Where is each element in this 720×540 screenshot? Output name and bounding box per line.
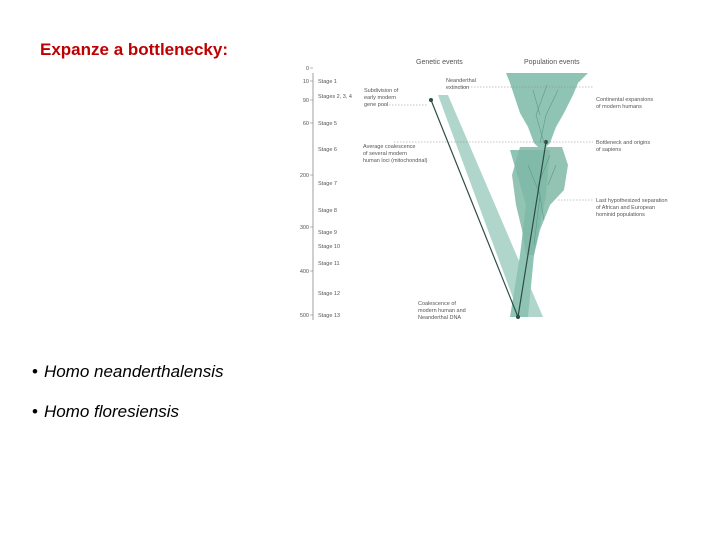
- genetic-event-label: Subdivision of: [364, 88, 399, 94]
- stage-label: Stage 6: [318, 147, 337, 153]
- stage-label: Stages 2, 3, 4: [318, 94, 352, 100]
- scale-value: 60: [302, 121, 309, 127]
- scale-value: 10: [302, 79, 309, 85]
- scale-value: 90: [302, 98, 309, 104]
- bullet-item: [32, 400, 224, 424]
- stage-label: Stage 12: [318, 291, 341, 297]
- scale-value: 300: [299, 225, 309, 231]
- time-scale: [300, 66, 352, 319]
- scale-value: 500: [299, 313, 309, 319]
- bullet-list: [32, 360, 224, 440]
- bullet-text: Homo neanderthalensis: [43, 362, 224, 381]
- stage-label: Stage 10: [318, 244, 341, 250]
- population-event-label: hominid populations: [596, 212, 645, 218]
- figure-svg: [288, 55, 688, 335]
- population-event-label: Continental expansions: [596, 97, 654, 103]
- genetic-event-label: Average coalescence: [363, 144, 416, 150]
- population-event-labels: [596, 97, 668, 218]
- scale-value: 0: [305, 66, 309, 72]
- scale-value: 400: [299, 269, 309, 275]
- population-event-label: of sapiens: [596, 147, 622, 153]
- bullet-item: [32, 360, 224, 384]
- stage-label: Stage 13: [318, 313, 341, 319]
- stage-label: Stage 7: [318, 181, 337, 187]
- genetic-event-label: Coalescence of: [418, 301, 456, 307]
- header-population-events: Population events: [524, 59, 580, 66]
- population-event-label: Bottleneck and origins: [596, 140, 651, 146]
- population-event-label: Last hypothesized separation: [596, 198, 668, 204]
- genetic-event-label: human loci (mitochondrial): [363, 158, 428, 164]
- population-genetics-figure: [288, 55, 688, 335]
- stage-label: Stage 1: [318, 79, 337, 85]
- neanderthal-extinction-node: [429, 98, 433, 102]
- stage-label: Stage 11: [318, 261, 340, 267]
- population-event-label: of African and European: [596, 205, 656, 211]
- slide-title: Expanze a bottlenecky:: [40, 40, 229, 59]
- bullet-dot: •: [32, 362, 38, 381]
- genetic-event-label: extinction: [446, 85, 470, 91]
- population-event-label: of modern humans: [596, 104, 642, 110]
- bullet-dot: •: [32, 402, 38, 421]
- stage-label: Stage 5: [318, 121, 337, 127]
- genetic-event-labels: [363, 78, 476, 321]
- stage-label: Stage 9: [318, 230, 337, 236]
- scale-value: 200: [299, 173, 309, 179]
- header-genetic-events: Genetic events: [416, 59, 463, 66]
- genetic-event-label: Neanderthal: [446, 78, 476, 84]
- modern-human-crown: [506, 73, 588, 147]
- genetic-event-label: gene pool: [364, 102, 389, 108]
- genetic-event-label: modern human and: [418, 308, 466, 314]
- bullet-text: Homo floresiensis: [43, 402, 180, 421]
- coalescence-node: [516, 315, 520, 319]
- stage-label: Stage 8: [318, 208, 337, 214]
- genetic-event-label: Neanderthal DNA: [418, 315, 462, 321]
- bottleneck-bulge: [512, 147, 568, 255]
- genetic-event-label: of several modern: [363, 151, 408, 157]
- genetic-event-label: early modern: [364, 95, 397, 101]
